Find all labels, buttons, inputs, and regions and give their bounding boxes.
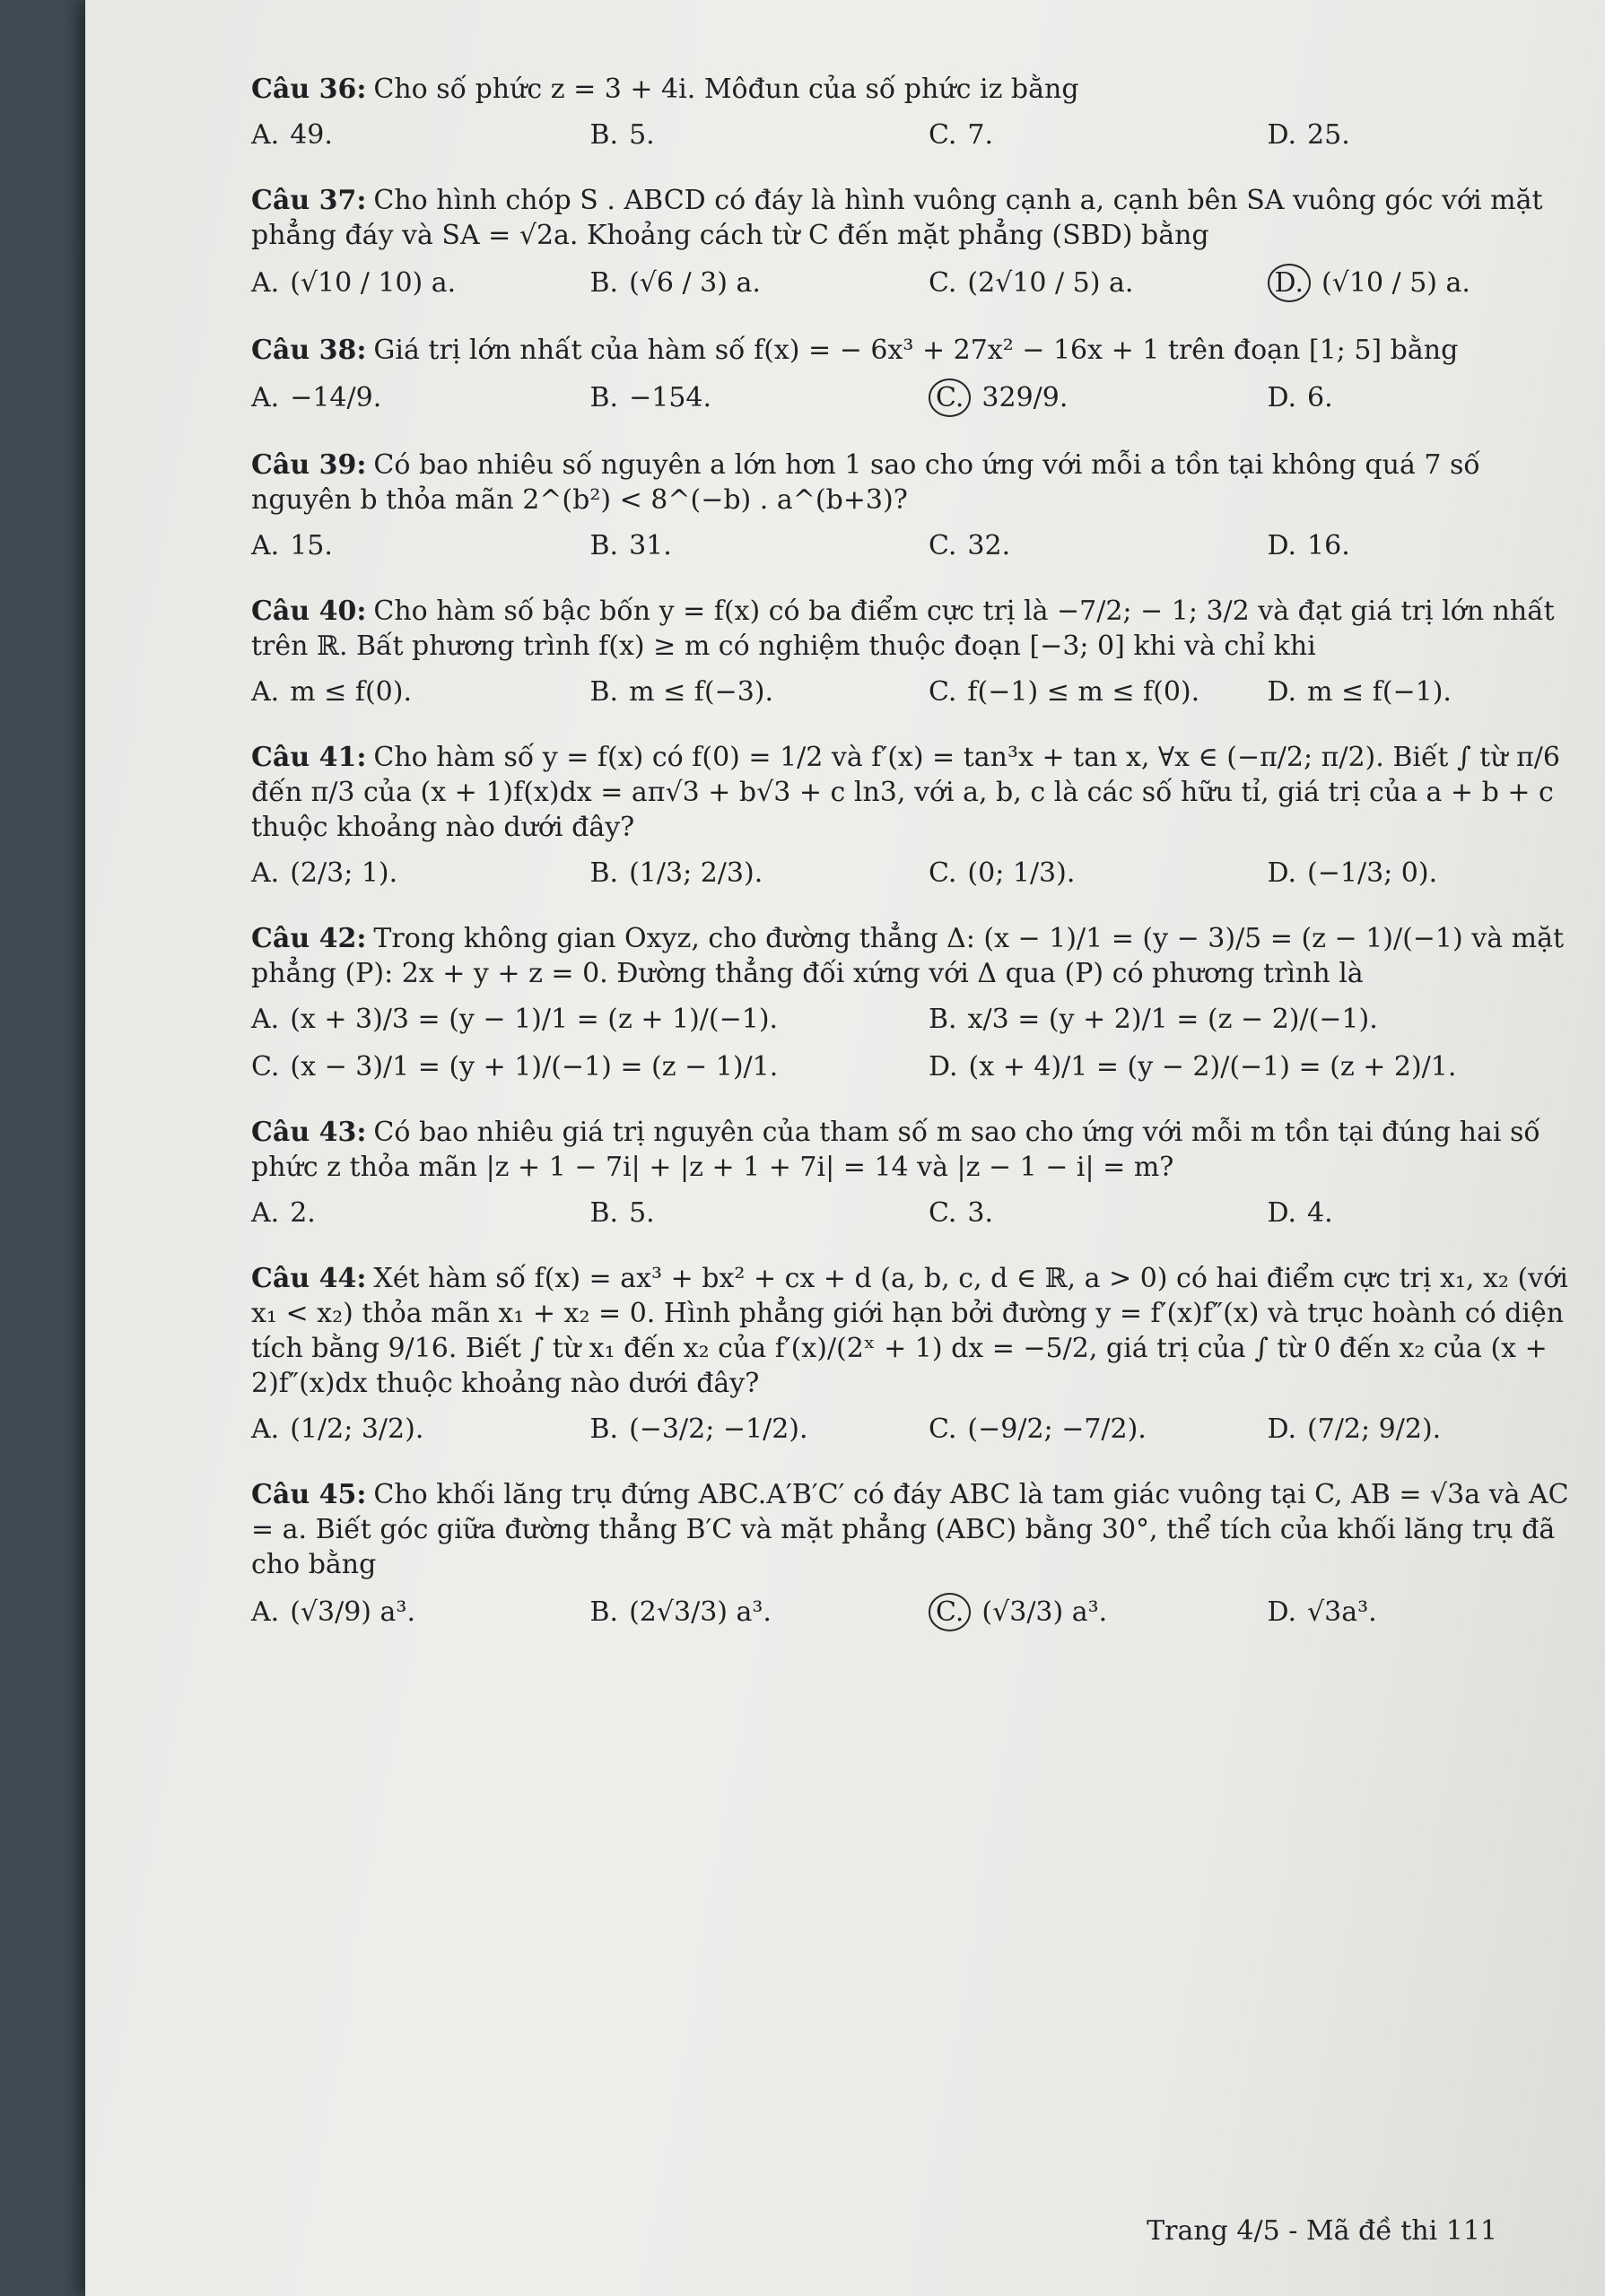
option-a[interactable] xyxy=(251,378,572,417)
option-c[interactable] xyxy=(251,1049,911,1084)
option-text: 6. xyxy=(1307,382,1333,413)
option-c[interactable] xyxy=(929,264,1250,302)
option-label: C. xyxy=(929,1593,971,1631)
option-text: (0; 1/3). xyxy=(967,857,1076,889)
option-text: f(−1) ≤ m ≤ f(0). xyxy=(967,676,1200,708)
option-label: D. xyxy=(1267,530,1297,561)
option-a[interactable] xyxy=(251,528,572,563)
option-label: B. xyxy=(929,1004,957,1035)
option-b[interactable] xyxy=(590,674,912,709)
option-b[interactable] xyxy=(590,264,912,302)
option-text: 3. xyxy=(967,1197,994,1229)
option-text: m ≤ f(0). xyxy=(290,676,412,708)
question-45 xyxy=(251,1477,1588,1631)
question-number: Câu 42: xyxy=(251,923,367,954)
question-number: Câu 43: xyxy=(251,1117,367,1148)
option-label: B. xyxy=(589,530,619,561)
question-number: Câu 36: xyxy=(251,74,367,105)
question-stem: Cho hình chóp S . ABCD có đáy là hình vuông cạnh a, cạnh bên SA vuông góc với mặt phẳng đáy và SA = √2a. Khoảng cách từ C đến mặt phẳng (SBD) bằng xyxy=(251,185,1543,251)
option-label: A. xyxy=(251,382,280,413)
option-label: B. xyxy=(589,857,619,889)
option-label: D. xyxy=(1267,1413,1297,1445)
question-stem: Cho khối lăng trụ đứng ABC.A′B′C′ có đáy ABC là tam giác vuông tại C, AB = √3a và AC = a. Biết góc giữa đường thẳng B′C và mặt phẳng (ABC) bằng 30°, thể tích của khối lăng trụ đã cho bằng xyxy=(251,1479,1569,1580)
option-label: B. xyxy=(589,1413,619,1445)
option-b[interactable] xyxy=(590,856,912,891)
option-label: D. xyxy=(1267,382,1297,413)
option-label: C. xyxy=(929,119,957,151)
option-label: B. xyxy=(589,1197,619,1229)
question-40 xyxy=(251,594,1588,709)
option-text: 32. xyxy=(967,530,1011,561)
option-d[interactable] xyxy=(1268,1593,1589,1631)
option-a[interactable] xyxy=(251,674,572,709)
question-stem: Cho số phức z = 3 + 4i. Môđun của số phức iz bằng xyxy=(373,74,1079,105)
option-text: m ≤ f(−3). xyxy=(629,676,774,708)
question-38 xyxy=(251,333,1588,417)
option-label: B. xyxy=(589,119,619,151)
option-label: C. xyxy=(929,676,957,708)
option-text: (−3/2; −1/2). xyxy=(629,1413,808,1445)
option-d[interactable] xyxy=(1268,856,1589,891)
option-text: (2√3/3) a³. xyxy=(629,1596,772,1628)
question-number: Câu 44: xyxy=(251,1263,367,1294)
option-text: (x + 4)/1 = (y − 2)/(−1) = (z + 2)/1. xyxy=(968,1051,1457,1083)
option-text: x/3 = (y + 2)/1 = (z − 2)/(−1). xyxy=(967,1004,1378,1035)
option-text: (−1/3; 0). xyxy=(1307,857,1438,889)
option-text: 49. xyxy=(290,119,333,151)
option-label: A. xyxy=(251,530,280,561)
option-d[interactable] xyxy=(1268,1196,1589,1231)
option-c[interactable] xyxy=(929,1412,1250,1447)
question-39 xyxy=(251,448,1588,563)
option-text: −154. xyxy=(629,382,712,413)
option-text: (√10 / 5) a. xyxy=(1322,267,1470,299)
option-label: D. xyxy=(1267,1596,1297,1628)
question-37 xyxy=(251,183,1588,302)
option-label: C. xyxy=(929,267,957,299)
question-stem: Xét hàm số f(x) = ax³ + bx² + cx + d (a, b, c, d ∈ ℝ, a > 0) có hai điểm cực trị x₁, x₂ (với x₁ < x₂) thỏa mãn x₁ + x₂ = 0. Hình phẳng giới hạn bởi đường y = f′(x)f″(x) và trục hoành có diện tích bằng 9/16. Biết ∫ từ x₁ đến x₂ của f′(x)/(2ˣ + 1) dx = −5/2, giá trị của ∫ từ 0 đến x₂ của (x + 2)f″(x)dx thuộc khoảng nào dưới đây? xyxy=(251,1263,1568,1399)
option-text: (1/2; 3/2). xyxy=(290,1413,424,1445)
option-text: 329/9. xyxy=(981,382,1069,413)
option-text: 7. xyxy=(967,119,994,151)
option-c[interactable] xyxy=(929,117,1250,152)
question-number: Câu 37: xyxy=(251,185,367,216)
option-text: 5. xyxy=(629,119,655,151)
option-b[interactable] xyxy=(590,1412,912,1447)
option-a[interactable] xyxy=(251,1196,572,1231)
option-b[interactable] xyxy=(929,1002,1588,1037)
option-d[interactable] xyxy=(1268,1412,1589,1447)
option-label: B. xyxy=(589,676,619,708)
option-text: (−9/2; −7/2). xyxy=(967,1413,1147,1445)
option-label: A. xyxy=(251,857,280,889)
question-42 xyxy=(251,921,1588,1084)
option-label: C. xyxy=(251,1051,280,1083)
option-label: C. xyxy=(929,378,971,417)
option-label: C. xyxy=(929,857,957,889)
option-text: −14/9. xyxy=(290,382,382,413)
option-text: (7/2; 9/2). xyxy=(1307,1413,1442,1445)
option-text: (2/3; 1). xyxy=(290,857,398,889)
option-d[interactable] xyxy=(1268,117,1589,152)
option-text: 4. xyxy=(1307,1197,1333,1229)
exam-page xyxy=(251,72,1588,1662)
option-text: 15. xyxy=(290,530,333,561)
option-text: √3a³. xyxy=(1307,1596,1377,1628)
option-label: A. xyxy=(251,119,280,151)
option-b[interactable] xyxy=(590,117,912,152)
option-text: m ≤ f(−1). xyxy=(1307,676,1452,708)
question-stem: Cho hàm số y = f(x) có f(0) = 1/2 và f′(x) = tan³x + tan x, ∀x ∈ (−π/2; π/2). Biết ∫ từ π/6 đến π/3 của (x + 1)f(x)dx = aπ√3 + b√3 + c ln3, với a, b, c là các số hữu tỉ, giá trị của a + b + c thuộc khoảng nào dưới đây? xyxy=(251,742,1560,843)
option-c[interactable] xyxy=(929,378,1250,417)
question-number: Câu 41: xyxy=(251,742,367,773)
option-b[interactable] xyxy=(590,1196,912,1231)
option-d[interactable] xyxy=(1268,264,1589,302)
option-text: (√3/9) a³. xyxy=(290,1596,415,1628)
option-b[interactable] xyxy=(590,528,912,563)
option-label: A. xyxy=(251,267,280,299)
question-stem: Giá trị lớn nhất của hàm số f(x) = − 6x³ + 27x² − 16x + 1 trên đoạn [1; 5] bằng xyxy=(373,335,1459,366)
option-c[interactable] xyxy=(929,674,1250,709)
option-text: 25. xyxy=(1307,119,1350,151)
option-c[interactable] xyxy=(929,1593,1250,1631)
option-a[interactable] xyxy=(251,856,572,891)
option-label: B. xyxy=(589,267,619,299)
option-b[interactable] xyxy=(590,378,912,417)
option-d[interactable] xyxy=(1268,528,1589,563)
option-text: (x + 3)/3 = (y − 1)/1 = (z + 1)/(−1). xyxy=(290,1004,779,1035)
question-number: Câu 45: xyxy=(251,1479,367,1510)
question-number: Câu 40: xyxy=(251,596,367,627)
option-label: C. xyxy=(929,530,957,561)
question-stem: Có bao nhiêu số nguyên a lớn hơn 1 sao cho ứng với mỗi a tồn tại không quá 7 số nguyên b thỏa mãn 2^(b²) < 8^(−b) . a^(b+3)? xyxy=(251,449,1480,516)
option-label: D. xyxy=(1267,857,1297,889)
option-text: (x − 3)/1 = (y + 1)/(−1) = (z − 1)/1. xyxy=(290,1051,779,1083)
option-label: B. xyxy=(589,382,619,413)
option-label: D. xyxy=(929,1051,958,1083)
option-c[interactable] xyxy=(929,528,1250,563)
option-text: 5. xyxy=(629,1197,655,1229)
option-text: 31. xyxy=(629,530,672,561)
option-label: A. xyxy=(251,1413,280,1445)
question-43 xyxy=(251,1115,1588,1231)
option-a[interactable] xyxy=(251,117,572,152)
option-d[interactable] xyxy=(1268,378,1589,417)
option-label: C. xyxy=(929,1413,957,1445)
option-label: D. xyxy=(1268,264,1312,302)
question-41 xyxy=(251,740,1588,891)
option-label: C. xyxy=(929,1197,957,1229)
option-text: (√6 / 3) a. xyxy=(629,267,761,299)
option-text: (√10 / 10) a. xyxy=(290,267,457,299)
option-d[interactable] xyxy=(1268,674,1589,709)
option-a[interactable] xyxy=(251,1002,911,1037)
question-number: Câu 38: xyxy=(251,335,367,366)
option-label: A. xyxy=(251,1197,280,1229)
option-text: (2√10 / 5) a. xyxy=(967,267,1134,299)
question-stem: Trong không gian Oxyz, cho đường thẳng Δ: (x − 1)/1 = (y − 3)/5 = (z − 1)/(−1) và mặt phẳng (P): 2x + y + z = 0. Đường thẳng đối xứng với Δ qua (P) có phương trình là xyxy=(251,923,1565,989)
option-text: (√3/3) a³. xyxy=(981,1596,1108,1628)
question-44 xyxy=(251,1261,1588,1447)
option-text: 16. xyxy=(1307,530,1350,561)
exam-paper xyxy=(85,0,1605,2296)
question-stem: Có bao nhiêu giá trị nguyên của tham số m sao cho ứng với mỗi m tồn tại đúng hai số phức z thỏa mãn |z + 1 − 7i| + |z + 1 + 7i| = 14 và |z − 1 − i| = m? xyxy=(251,1117,1540,1183)
option-d[interactable] xyxy=(929,1049,1588,1084)
option-label: D. xyxy=(1267,1197,1297,1229)
option-a[interactable] xyxy=(251,264,572,302)
page-footer: Trang 4/5 - Mã đề thi 111 xyxy=(1147,2215,1497,2247)
question-number: Câu 39: xyxy=(251,449,367,481)
option-c[interactable] xyxy=(929,1196,1250,1231)
option-text: 2. xyxy=(290,1197,316,1229)
option-text: (1/3; 2/3). xyxy=(629,857,763,889)
option-label: A. xyxy=(251,676,280,708)
option-b[interactable] xyxy=(590,1593,912,1631)
option-label: A. xyxy=(251,1004,280,1035)
question-stem: Cho hàm số bậc bốn y = f(x) có ba điểm cực trị là −7/2; − 1; 3/2 và đạt giá trị lớn nhất trên ℝ. Bất phương trình f(x) ≥ m có nghiệm thuộc đoạn [−3; 0] khi và chỉ khi xyxy=(251,596,1555,662)
option-a[interactable] xyxy=(251,1412,572,1447)
option-label: B. xyxy=(589,1596,619,1628)
option-a[interactable] xyxy=(251,1593,572,1631)
option-c[interactable] xyxy=(929,856,1250,891)
question-36 xyxy=(251,72,1588,152)
option-label: D. xyxy=(1267,119,1297,151)
option-label: D. xyxy=(1267,676,1297,708)
option-label: A. xyxy=(251,1596,280,1628)
